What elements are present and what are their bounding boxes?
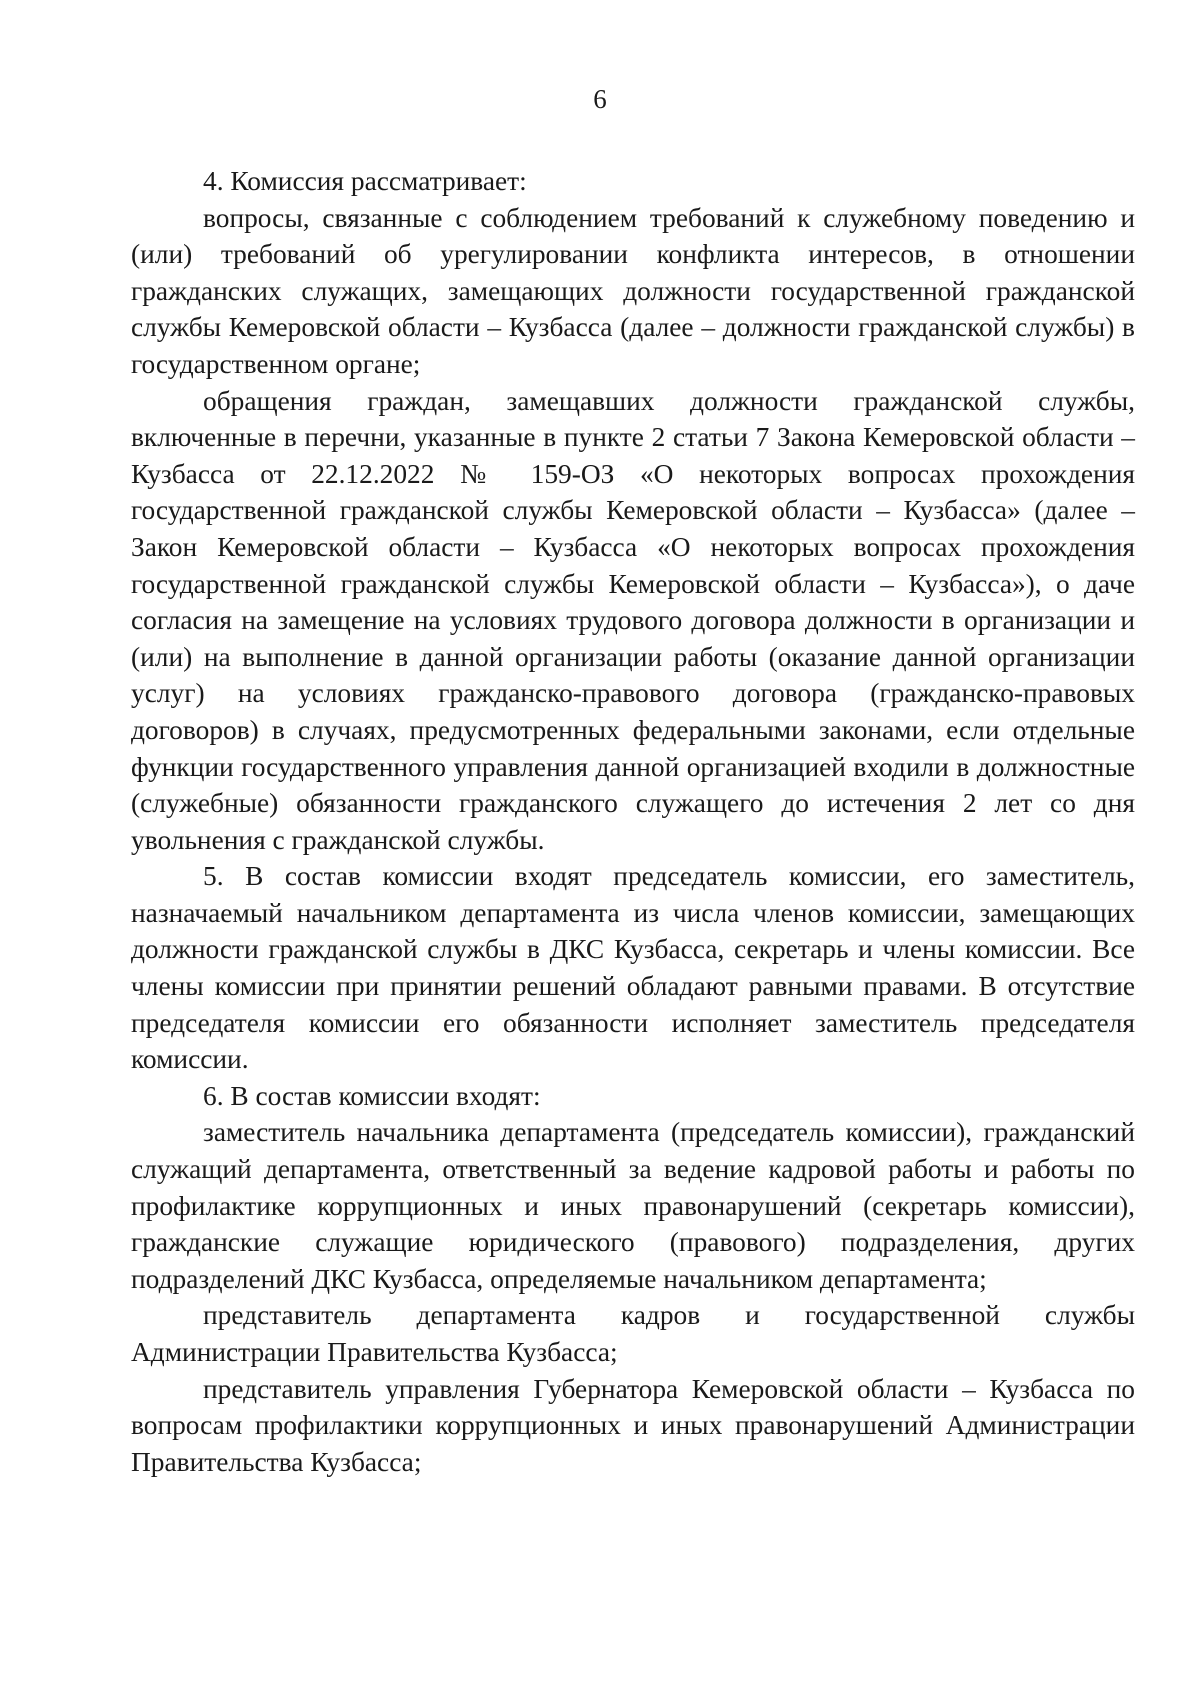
paragraph-item-4-heading: 4. Комиссия рассматривает: — [203, 166, 527, 196]
paragraph-conduct-questions: вопросы, связанные с соблюдением требований к служебному поведению и (или) требований об урегулировании конфликта интересов, в отношении гражданских служащих, замещающих должности государственной гражданской службы Кемеровской области – Кузбасса (далее – должности гражданской службы) в государственном органе; — [131, 202, 1135, 379]
paragraph-deputy-head: заместитель начальника департамента (председатель комиссии), гражданский служащий департамента, ответственный за ведение кадровой работы и работы по профилактике коррупционных и иных правонарушений (секретарь комиссии), гражданские служащие юридического (правового) подразделения, других подразделений ДКС Кузбасса, определяемые начальником департамента; — [131, 1117, 1135, 1294]
paragraph-hr-department-representative: представитель департамента кадров и государственной службы Администрации Правительства Кузбасса; — [131, 1300, 1135, 1367]
paragraph-citizen-appeals: обращения граждан, замещавших должности гражданской службы, включенные в перечни, указанные в пункте 2 статьи 7 Закона Кемеровской области – Кузбасса от 22.12.2022 № 159-ОЗ «О некоторых вопросах прохождения государственной гражданской службы Кемеровской области – Кузбасса» (далее – Закон Кемеровской области – Кузбасса «О некоторых вопросах прохождения государственной гражданской службы Кемеровской области – Кузбасса»), о даче согласия на замещение на условиях трудового договора должности в организации и (или) на выполнение в данной организации работы (оказание данной организации услуг) на условиях гражданско-правового договора (гражданско-правовых договоров) в случаях, предусмотренных федеральными законами, если отдельные функции государственного управления данной организацией входили в должностные (служебные) обязанности гражданского служащего до истечения 2 лет со дня увольнения с гражданской службы. — [131, 385, 1135, 855]
paragraph-item-5-composition: 5. В состав комиссии входят председатель комиссии, его заместитель, назначаемый начальником департамента из числа членов комиссии, замещающих должности гражданской службы в ДКС Кузбасса, секретарь и члены комиссии. Все члены комиссии при принятии решений обладают равными правами. В отсутствие председателя комиссии его обязанности исполняет заместитель председателя комиссии. — [131, 861, 1135, 1075]
paragraph-governor-office-representative: представитель управления Губернатора Кемеровской области – Кузбасса по вопросам профилактики коррупционных и иных правонарушений Администрации Правительства Кузбасса; — [131, 1373, 1135, 1477]
page-number: 6 — [593, 84, 607, 114]
document-body — [131, 163, 1135, 1480]
paragraph-item-6-heading: 6. В состав комиссии входят: — [203, 1080, 541, 1111]
